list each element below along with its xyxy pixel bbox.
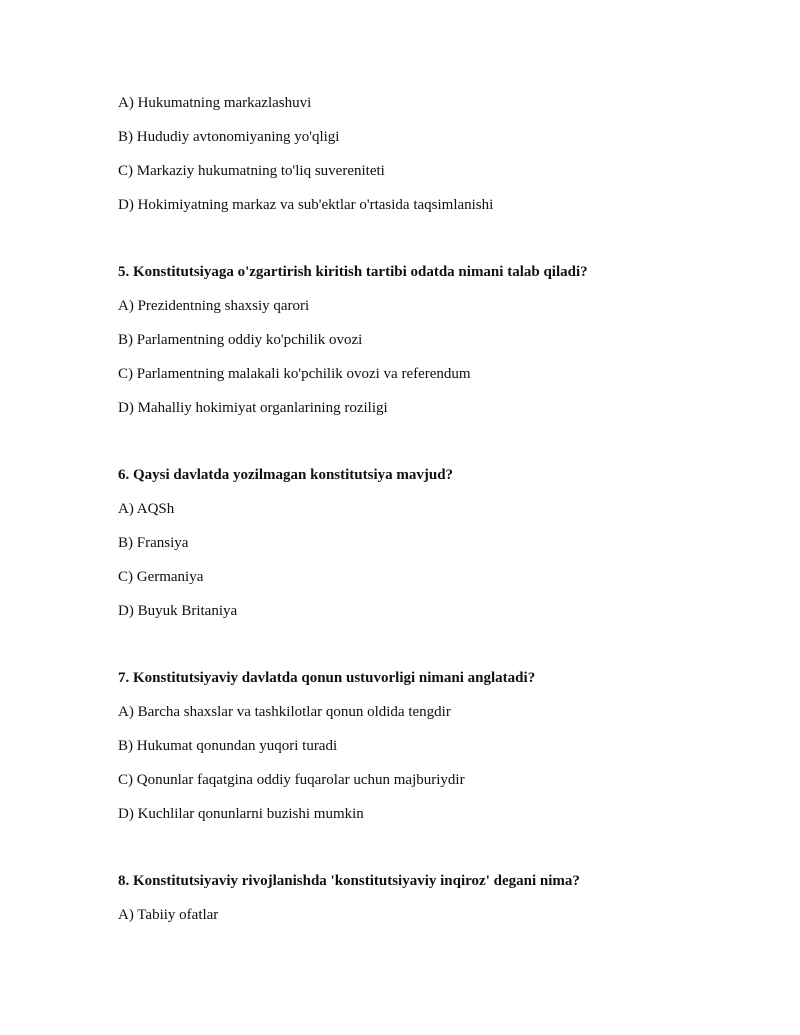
q7-option-b: B) Hukumat qonundan yuqori turadi: [118, 738, 338, 754]
q5-question: 5. Konstitutsiyaga o'zgartirish kiritish tartibi odatda nimani talab qiladi?: [118, 264, 588, 280]
q4-option-c: C) Markaziy hukumatning to'liq suvereniteti: [118, 163, 385, 179]
q5-option-b: B) Parlamentning oddiy ko'pchilik ovozi: [118, 332, 363, 348]
q4-option-d: D) Hokimiyatning markaz va sub'ektlar o'rtasida taqsimlanishi: [118, 197, 494, 213]
q6-option-d: D) Buyuk Britaniya: [118, 603, 238, 619]
q7-option-a: A) Barcha shaxslar va tashkilotlar qonun oldida tengdir: [118, 704, 451, 720]
q7-option-d: D) Kuchlilar qonunlarni buzishi mumkin: [118, 806, 364, 822]
q5-option-c: C) Parlamentning malakali ko'pchilik ovozi va referendum: [118, 366, 471, 382]
q5-option-d: D) Mahalliy hokimiyat organlarining roziligi: [118, 400, 388, 416]
q4-option-a: A) Hukumatning markazlashuvi: [118, 95, 312, 111]
q6-option-a: A) AQSh: [118, 501, 175, 517]
q6-option-c: C) Germaniya: [118, 569, 204, 585]
q5-option-a: A) Prezidentning shaxsiy qarori: [118, 298, 310, 314]
q6-option-b: B) Fransiya: [118, 535, 189, 551]
q7-question: 7. Konstitutsiyaviy davlatda qonun ustuvorligi nimani anglatadi?: [118, 670, 536, 686]
q4-option-b: B) Hududiy avtonomiyaning yo'qligi: [118, 129, 340, 145]
q6-question: 6. Qaysi davlatda yozilmagan konstitutsiya mavjud?: [118, 467, 454, 483]
q8-question: 8. Konstitutsiyaviy rivojlanishda 'konstitutsiyaviy inqiroz' degani nima?: [118, 873, 580, 889]
q8-option-a: A) Tabiiy ofatlar: [118, 907, 219, 923]
q7-option-c: C) Qonunlar faqatgina oddiy fuqarolar uchun majburiydir: [118, 772, 465, 788]
